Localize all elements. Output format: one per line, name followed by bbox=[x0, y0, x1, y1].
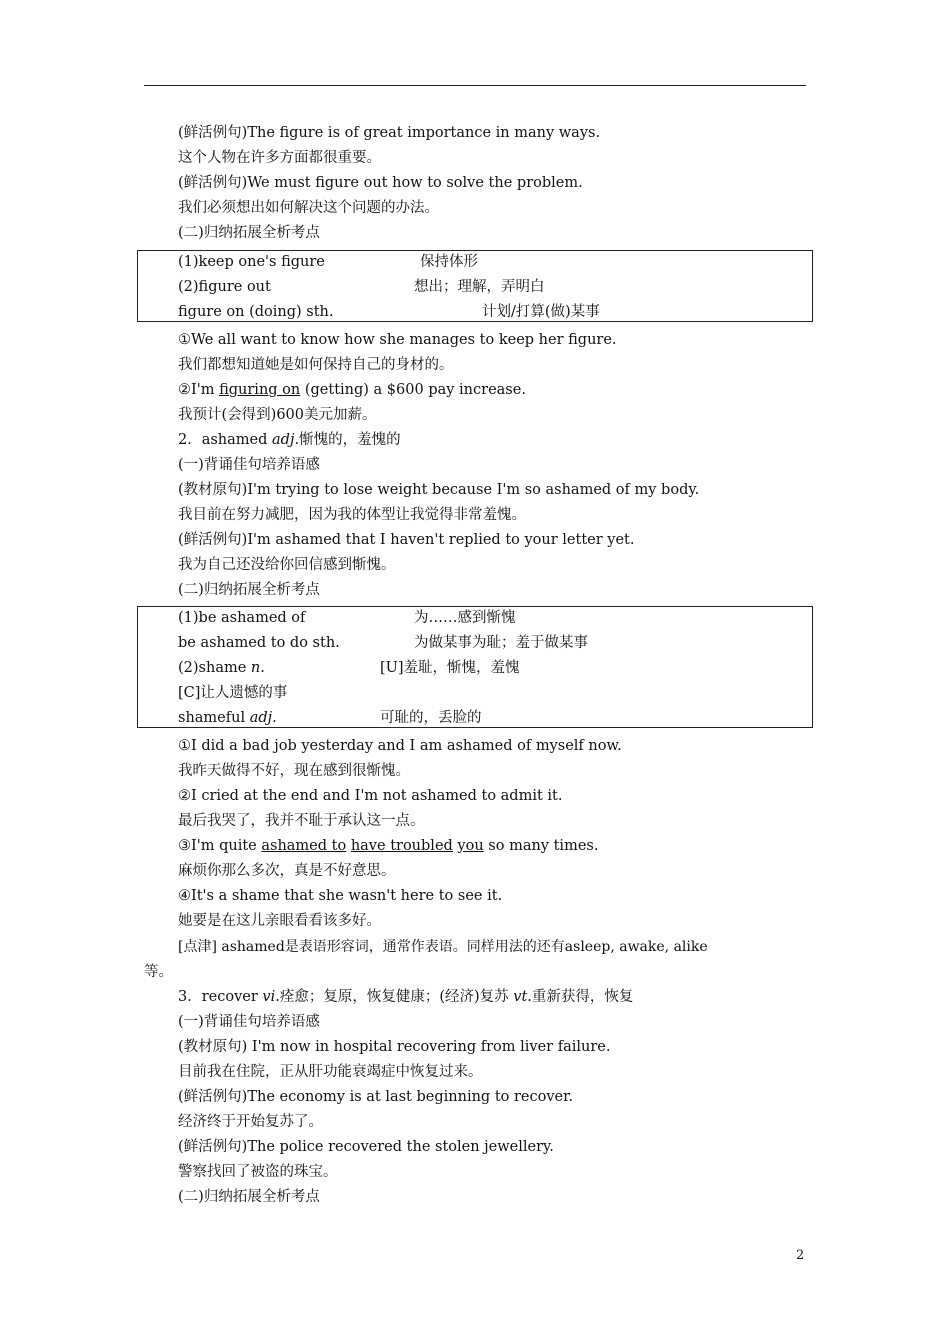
underlined-phrase: figuring on bbox=[219, 382, 301, 398]
line-19: ②I cried at the end and I'm not ashamed to admit it. bbox=[178, 788, 563, 804]
box1-row3-phrase: figure on (doing) sth. bbox=[178, 304, 334, 320]
line-28: (教材原句) I'm now in hospital recovering from liver failure. bbox=[178, 1039, 611, 1055]
part-of-speech: vi. bbox=[262, 989, 280, 1005]
line-18: 我昨天做得不好，现在感到很惭愧。 bbox=[178, 763, 410, 779]
line-6: ①We all want to know how she manages to keep her figure. bbox=[178, 332, 617, 348]
line-20: 最后我哭了，我并不耻于承认这一点。 bbox=[178, 813, 425, 829]
headword: 3．recover bbox=[178, 989, 263, 1005]
line-7: 我们都想知道她是如何保持自己的身材的。 bbox=[178, 357, 454, 373]
box2-row3-phrase bbox=[178, 658, 265, 678]
expansion-box-figure bbox=[137, 250, 813, 322]
line-31: 经济终于开始复苏了。 bbox=[178, 1114, 323, 1130]
underlined-phrase: have troubled bbox=[350, 838, 453, 854]
underlined-phrase: ashamed to bbox=[261, 838, 347, 854]
line-29: 目前我在住院，正从肝功能衰竭症中恢复过来。 bbox=[178, 1064, 483, 1080]
box2-row1-meaning: 为……感到惭愧 bbox=[414, 610, 516, 626]
definition: 惭愧的，羞愧的 bbox=[299, 432, 401, 448]
entry-heading-recover bbox=[178, 987, 633, 1007]
box2-row3-meaning: [U]羞耻，惭愧，羞愧 bbox=[380, 660, 520, 676]
part-of-speech: adj. bbox=[249, 710, 277, 726]
entry-heading-ashamed bbox=[178, 430, 401, 450]
line-24: 她要是在这儿亲眼看看该多好。 bbox=[178, 913, 381, 929]
line-23: ④It's a shame that she wasn't here to see it. bbox=[178, 888, 503, 904]
line-4: 我们必须想出如何解决这个问题的办法。 bbox=[178, 200, 439, 216]
headword: 2．ashamed bbox=[178, 432, 273, 448]
line-8-part: ②I'm bbox=[178, 382, 220, 398]
line-1: (鲜活例句)The figure is of great importance in many ways. bbox=[178, 125, 601, 141]
part-of-speech: adj. bbox=[272, 432, 300, 448]
line-5: (二)归纳拓展全析考点 bbox=[178, 225, 320, 241]
box1-row2-phrase: (2)figure out bbox=[178, 279, 271, 295]
line-9: 我预计(会得到)600美元加薪。 bbox=[178, 407, 377, 423]
box2-row5-meaning: 可耻的，丢脸的 bbox=[380, 710, 482, 726]
box2-row5-phrase bbox=[178, 708, 277, 728]
box2-row5-word: shameful bbox=[178, 710, 250, 726]
line-8-part: (getting) a $600 pay increase. bbox=[300, 382, 526, 398]
line-32: (鲜活例句)The police recovered the stolen jewellery. bbox=[178, 1139, 554, 1155]
box1-row2-meaning: 想出；理解，弄明白 bbox=[414, 279, 545, 295]
underlined-phrase: you bbox=[457, 838, 484, 854]
line-22: 麻烦你那么多次，真是不好意思。 bbox=[178, 863, 396, 879]
line-34: (二)归纳拓展全析考点 bbox=[178, 1189, 320, 1205]
box1-row1-meaning: 保持体形 bbox=[420, 254, 478, 270]
line-11: (一)背诵佳句培养语感 bbox=[178, 457, 320, 473]
line-30: (鲜活例句)The economy is at last beginning to recover. bbox=[178, 1089, 574, 1105]
definition: 痊愈；复原，恢复健康；(经济)复苏 bbox=[279, 989, 514, 1005]
definition: 重新获得，恢复 bbox=[531, 989, 634, 1005]
box2-row4: [C]让人遗憾的事 bbox=[178, 685, 288, 701]
expansion-box-ashamed bbox=[137, 606, 813, 728]
usage-note-continued: 等。 bbox=[144, 964, 173, 980]
line-12: (教材原句)I'm trying to lose weight because I'm so ashamed of my body. bbox=[178, 482, 700, 498]
box1-row1-phrase: (1)keep one's figure bbox=[178, 254, 325, 270]
box1-row3-meaning: 计划/打算(做)某事 bbox=[482, 304, 600, 320]
line-8 bbox=[178, 380, 526, 400]
box2-row1-phrase: (1)be ashamed of bbox=[178, 610, 306, 626]
box2-row2-phrase: be ashamed to do sth. bbox=[178, 635, 340, 651]
box2-row2-meaning: 为做某事为耻；羞于做某事 bbox=[414, 635, 588, 651]
line-14: (鲜活例句)I'm ashamed that I haven't replied to your letter yet. bbox=[178, 532, 635, 548]
line-17: ①I did a bad job yesterday and I am ashamed of myself now. bbox=[178, 738, 622, 754]
line-16: (二)归纳拓展全析考点 bbox=[178, 582, 320, 598]
line-15: 我为自己还没给你回信感到惭愧。 bbox=[178, 557, 396, 573]
line-27: (一)背诵佳句培养语感 bbox=[178, 1014, 320, 1030]
line-33: 警察找回了被盗的珠宝。 bbox=[178, 1164, 338, 1180]
header-rule bbox=[144, 85, 806, 86]
line-3: (鲜活例句)We must figure out how to solve the problem. bbox=[178, 175, 583, 191]
part-of-speech: n. bbox=[250, 660, 265, 676]
line-21-part: ③I'm quite bbox=[178, 838, 262, 854]
line-13: 我目前在努力减肥，因为我的体型让我觉得非常羞愧。 bbox=[178, 507, 526, 523]
part-of-speech: vt. bbox=[513, 989, 532, 1005]
line-21-part: so many times. bbox=[483, 838, 599, 854]
page-number: 2 bbox=[796, 1248, 805, 1263]
line-21 bbox=[178, 836, 598, 856]
line-2: 这个人物在许多方面都很重要。 bbox=[178, 150, 381, 166]
box2-row3-word: (2)shame bbox=[178, 660, 251, 676]
usage-note: [点津] ashamed是表语形容词，通常作表语。同样用法的还有asleep, awake, alike bbox=[178, 939, 708, 955]
